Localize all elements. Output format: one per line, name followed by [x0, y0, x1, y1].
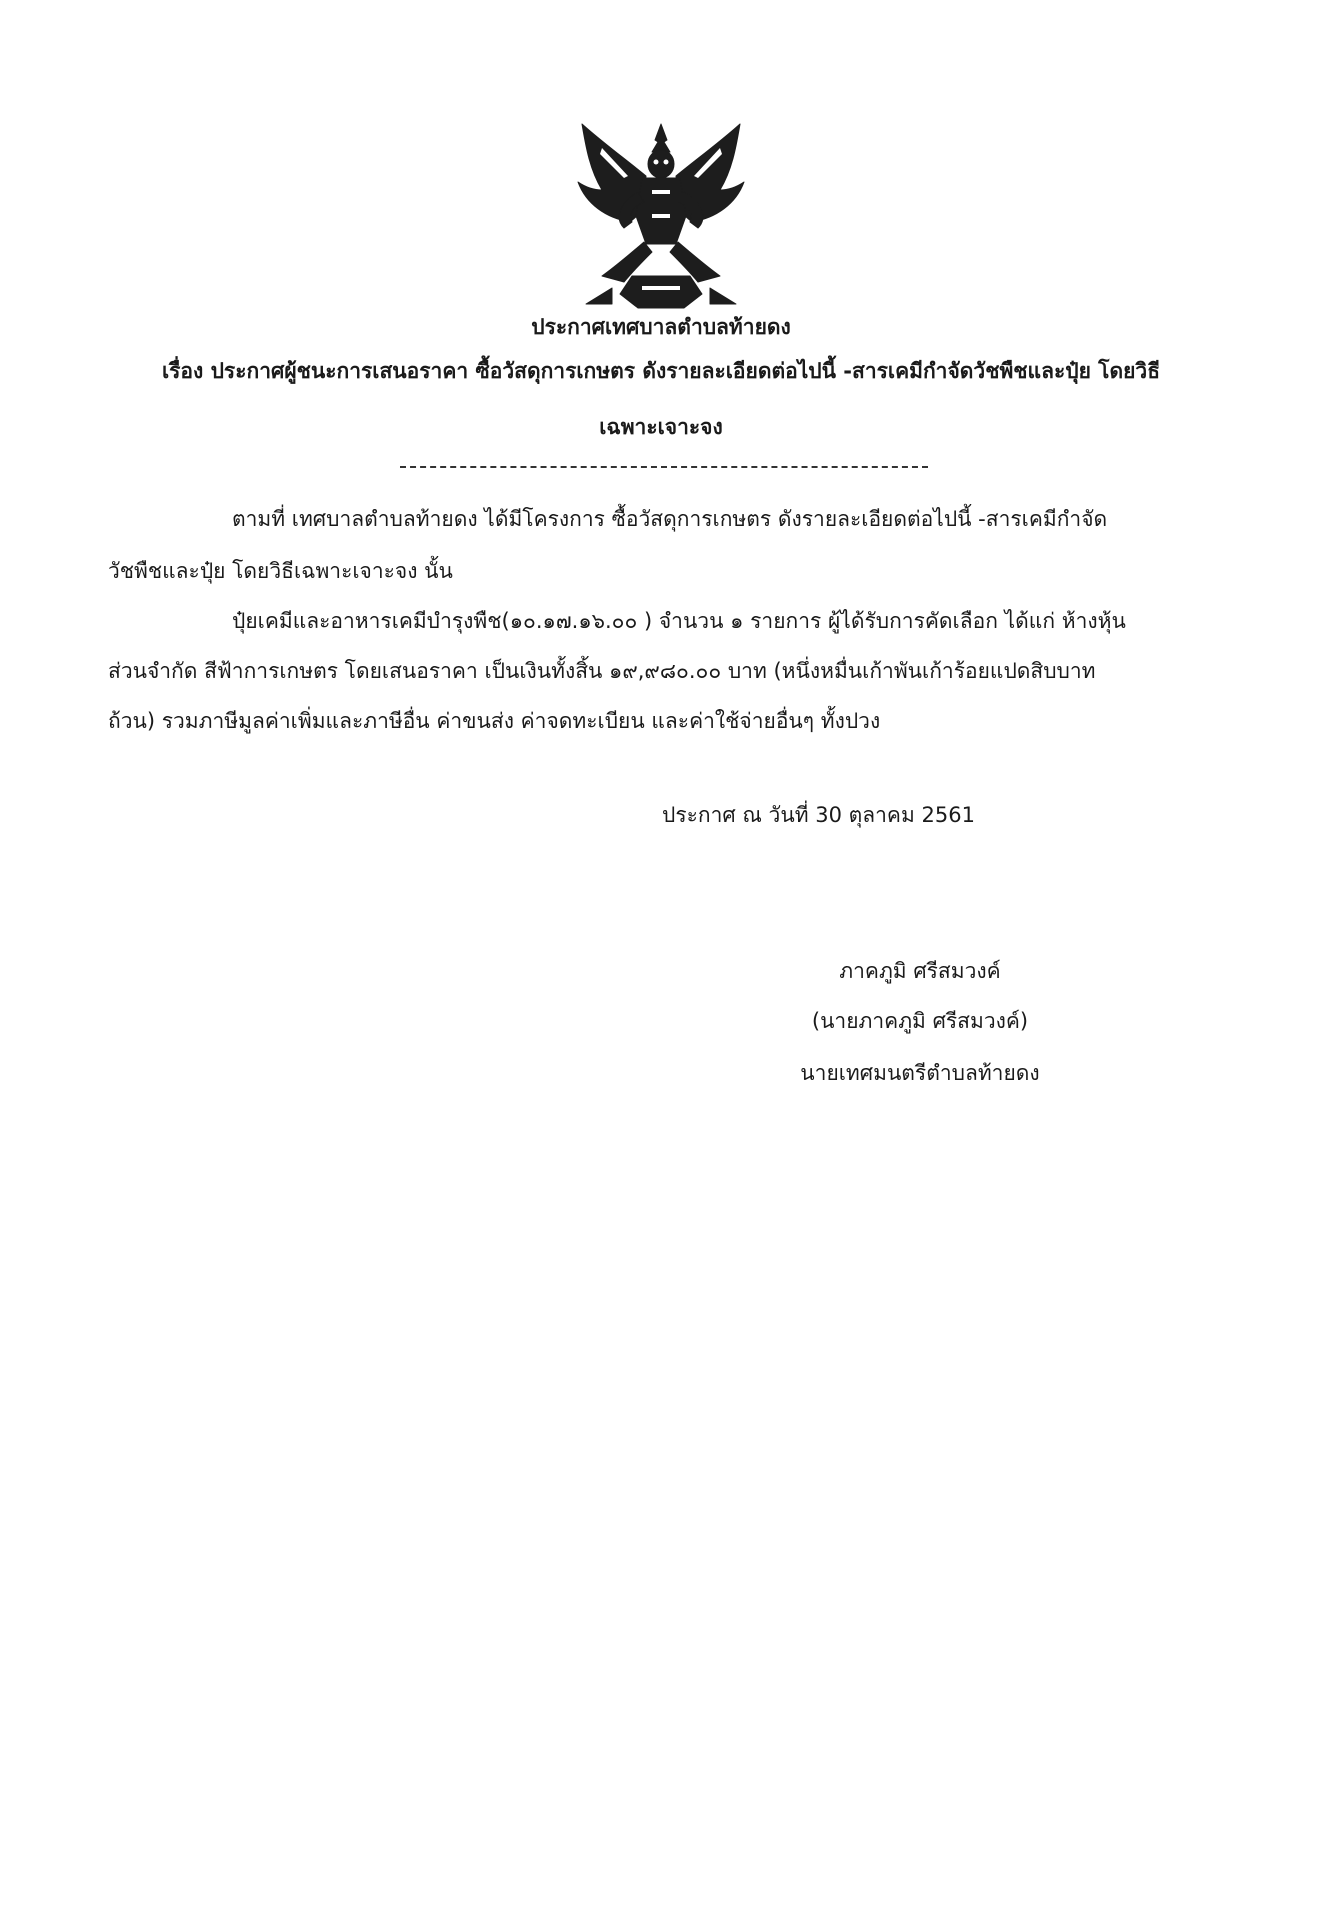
paragraph-2-line-3: ถ้วน) รวมภาษีมูลค่าเพิ่มและภาษีอื่น ค่าขนส่ง ค่าจดทะเบียน และค่าใช้จ่ายอื่นๆ ทั้งปวง [108, 709, 881, 733]
paragraph-2-line-2: ส่วนจำกัด สีฟ้าการเกษตร โดยเสนอราคา เป็นเงินทั้งสิ้น ๑๙,๙๘๐.๐๐ บาท (หนึ่งหมื่นเก้าพันเก้าร้อยแปดสิบบาท [108, 659, 1096, 683]
subject-line-1: เรื่อง ประกาศผู้ชนะการเสนอราคา ซื้อวัสดุการเกษตร ดังรายละเอียดต่อไปนี้ -สารเคมีกำจัดวัชพืชและปุ๋ย โดยวิธี [161, 359, 1161, 383]
document-title: ประกาศเทศบาลตำบลท้ายดง [531, 315, 791, 339]
signature-signed-name [770, 956, 1070, 986]
dashed-divider [400, 466, 928, 468]
signature-position [770, 1058, 1070, 1088]
paragraph-1-line-2: วัชพืชและปุ๋ย โดยวิธีเฉพาะเจาะจง นั้น [108, 559, 453, 583]
announcement-date: ประกาศ ณ วันที่ 30 ตุลาคม 2561 [662, 803, 975, 827]
position-text: นายเทศมนตรีตำบลท้ายดง [800, 1061, 1040, 1085]
paragraph-2-line-1: ปุ๋ยเคมีและอาหารเคมีบำรุงพืช(๑๐.๑๗.๑๖.๐๐ ) จำนวน ๑ รายการ ผู้ได้รับการคัดเลือก ได้แก่ ห้างหุ้น [232, 609, 1126, 633]
printed-name-text: (นายภาคภูมิ ศรีสมวงค์) [811, 1009, 1029, 1033]
signed-name-text: ภาคภูมิ ศรีสมวงค์ [839, 959, 1001, 983]
signature-printed-name [770, 1006, 1070, 1036]
subject-line-2: เฉพาะเจาะจง [599, 415, 723, 439]
garuda-emblem-icon [572, 118, 750, 314]
paragraph-1-line-1: ตามที่ เทศบาลตำบลท้ายดง ได้มีโครงการ ซื้อวัสดุการเกษตร ดังรายละเอียดต่อไปนี้ -สารเคมีกำจัด [232, 507, 1108, 531]
